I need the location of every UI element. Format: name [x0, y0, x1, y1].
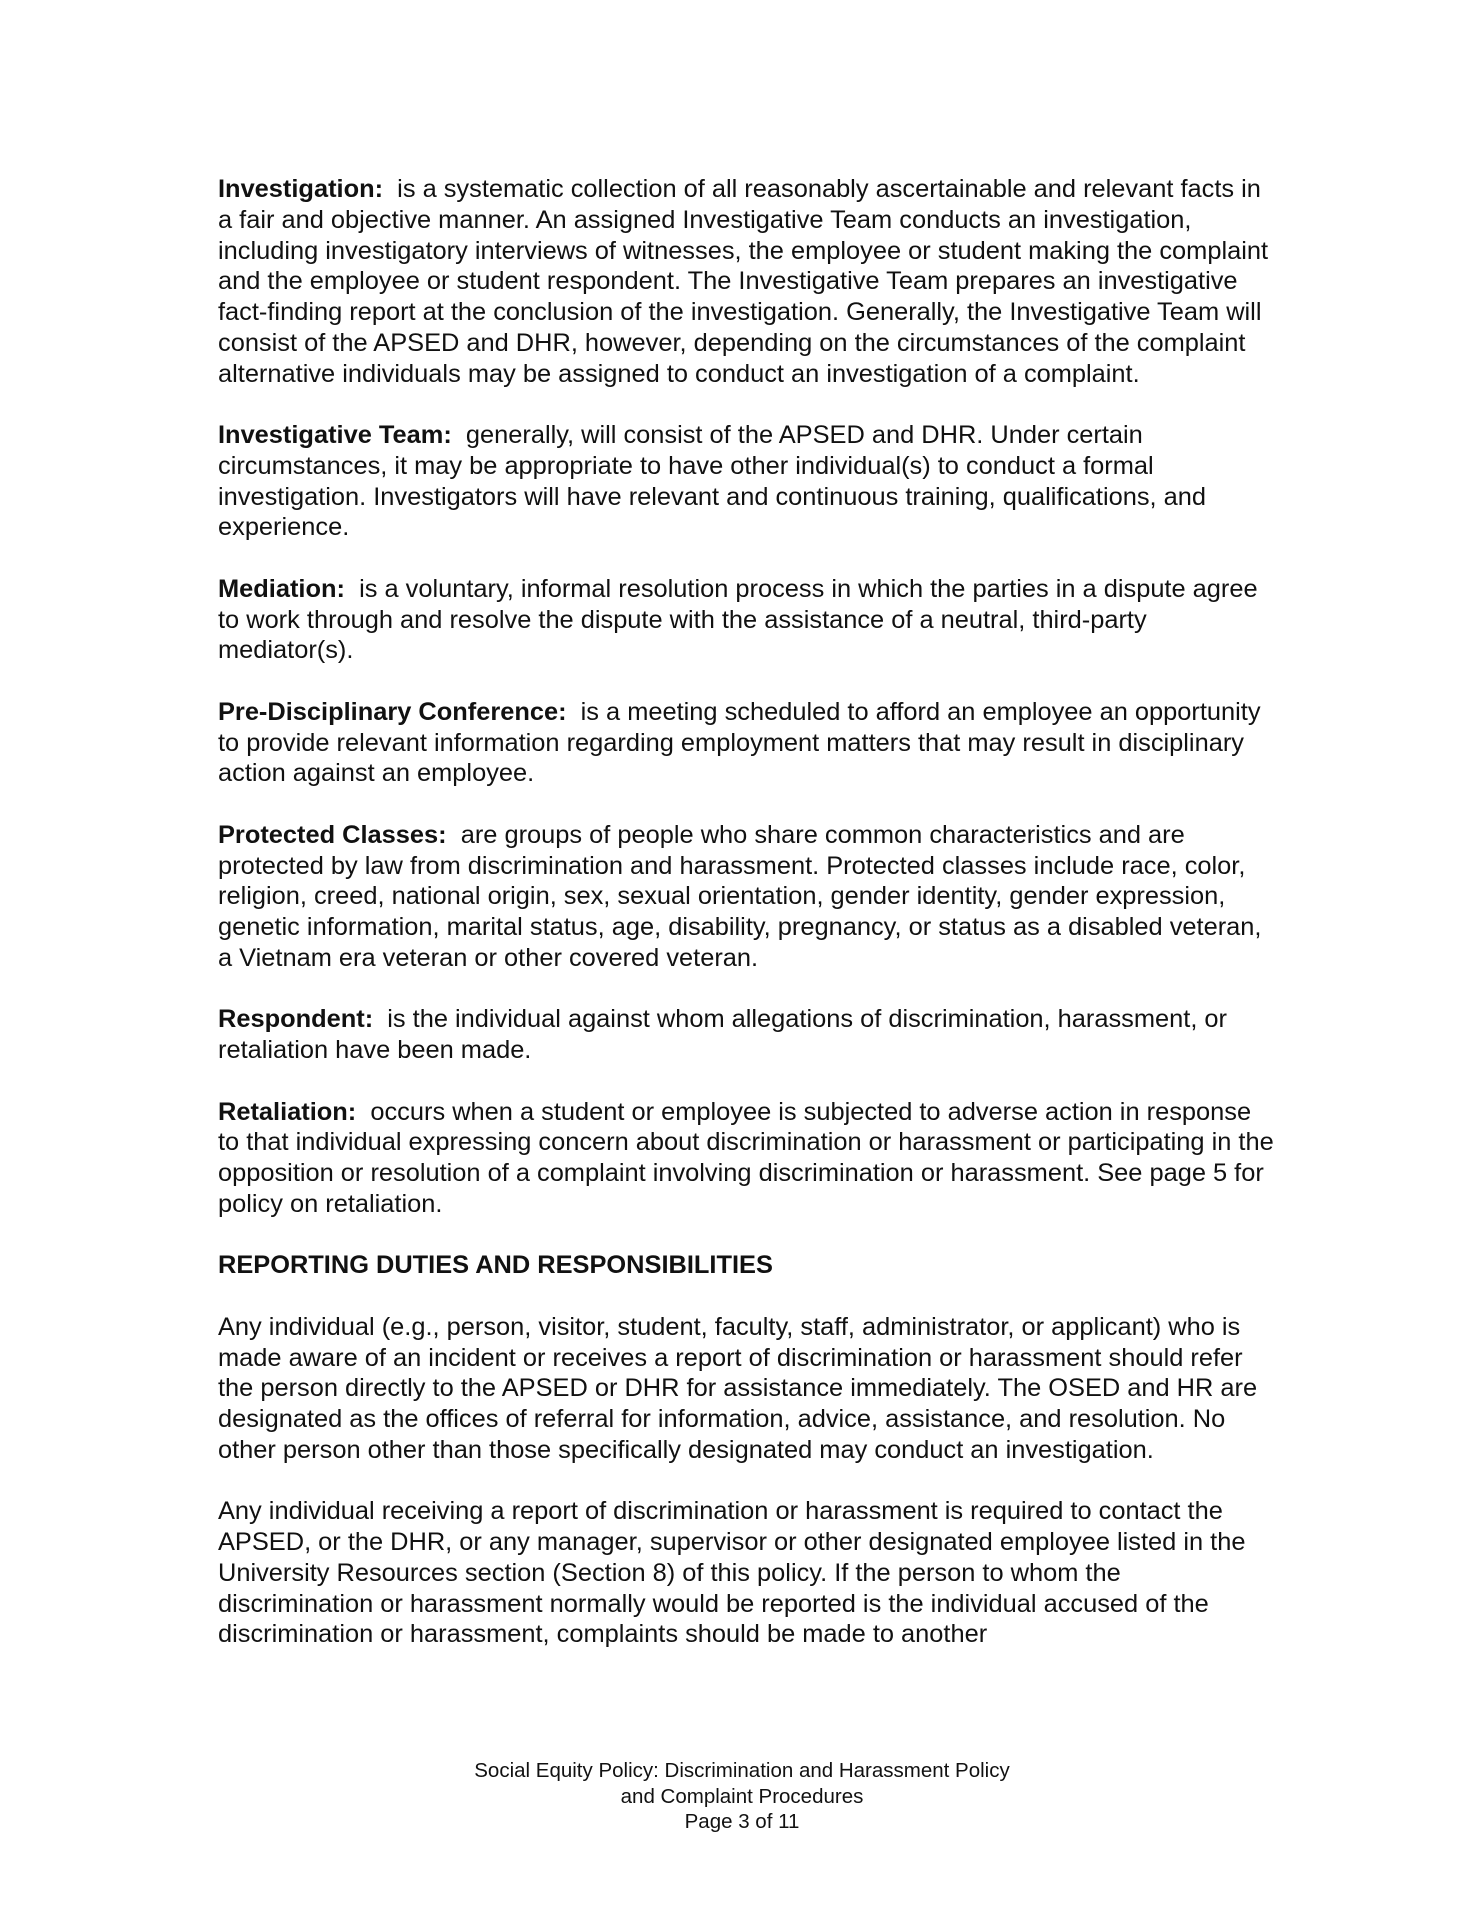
definition-mediation: [218, 574, 1278, 666]
definition-text: generally, will consist of the APSED and DHR. Under certain circumstances, it may be appropriate to have other individual(s) to conduct a formal investigation. Investigators will have relevant and continuous training, qualifications, and experience.: [218, 421, 1207, 542]
definition-term: Respondent:: [218, 1005, 374, 1034]
document-page: [218, 174, 1278, 1681]
definition-term: Retaliation:: [218, 1097, 357, 1126]
definition-text: is a voluntary, informal resolution process in which the parties in a dispute agree to work through and resolve the dispute with the assistance of a neutral, third-party mediator(s).: [218, 574, 1258, 665]
definition-text: is the individual against whom allegations of discrimination, harassment, or retaliation have been made.: [218, 1005, 1228, 1064]
page-footer: [0, 1758, 1484, 1835]
section-heading: REPORTING DUTIES AND RESPONSIBILITIES: [218, 1251, 773, 1280]
definition-pre-disciplinary-conference: [218, 697, 1278, 789]
definition-retaliation: [218, 1097, 1278, 1220]
definition-text: occurs when a student or employee is subjected to adverse action in response to that individual expressing concern about discrimination or harassment or participating in the opposition or resolution of a complaint involving discrimination or harassment. See page 5 for policy on retaliation.: [218, 1097, 1274, 1218]
definition-text: is a meeting scheduled to afford an employee an opportunity to provide relevant information regarding employment matters that may result in disciplinary action against an employee.: [218, 697, 1261, 788]
section-paragraph: Any individual receiving a report of discrimination or harassment is required to contact the APSED, or the DHR, or any manager, supervisor or other designated employee listed in the University Resources section (Section 8) of this policy. If the person to whom the discrimination or harassment normally would be reported is the individual accused of the discrimination or harassment, complaints should be made to another: [218, 1497, 1246, 1649]
definition-term: Investigative Team:: [218, 421, 452, 449]
definition-term: Investigation:: [218, 175, 384, 203]
definition-text: is a systematic collection of all reasonably ascertainable and relevant facts in a fair and objective manner. An assigned Investigative Team conducts an investigation, including investigatory interviews of witnesses, the employee or student making the complaint and the employee or student respondent. The Investigative Team prepares an investigative fact-finding report at the conclusion of the investigation. Generally, the Investigative Team will consist of the APSED and DHR, however, depending on the circumstances of the complaint alternative individuals may be assigned to conduct an investigation of a complaint.: [218, 175, 1269, 388]
definition-term: Protected Classes:: [218, 820, 447, 849]
definition-protected-classes: [218, 820, 1278, 974]
footer-subtitle-line: and Complaint Procedures: [620, 1784, 864, 1808]
page-number: Page 3 of 11: [684, 1810, 800, 1833]
definition-term: Mediation:: [218, 574, 345, 603]
section-paragraph: Any individual (e.g., person, visitor, student, faculty, staff, administrator, or applicant) who is made aware of an incident or receives a report of discrimination or harassment should refer the person directly to the APSED or DHR for assistance immediately. The OSED and HR are designated as the offices of referral for information, advice, assistance, and resolution. No other person other than those specifically designated may conduct an investigation.: [218, 1312, 1258, 1464]
definition-investigative-team: [218, 420, 1278, 543]
definition-term: Pre-Disciplinary Conference:: [218, 697, 567, 726]
definition-respondent: [218, 1004, 1278, 1066]
definition-text: are groups of people who share common characteristics and are protected by law from discrimination and harassment. Protected classes include race, color, religion, creed, national origin, sex, sexual orientation, gender identity, gender expression, genetic information, marital status, age, disability, pregnancy, or status as a disabled veteran, a Vietnam era veteran or other covered veteran.: [218, 820, 1262, 972]
definition-investigation: [218, 174, 1278, 389]
footer-title-line: Social Equity Policy: Discrimination and Harassment Policy: [474, 1759, 1010, 1782]
